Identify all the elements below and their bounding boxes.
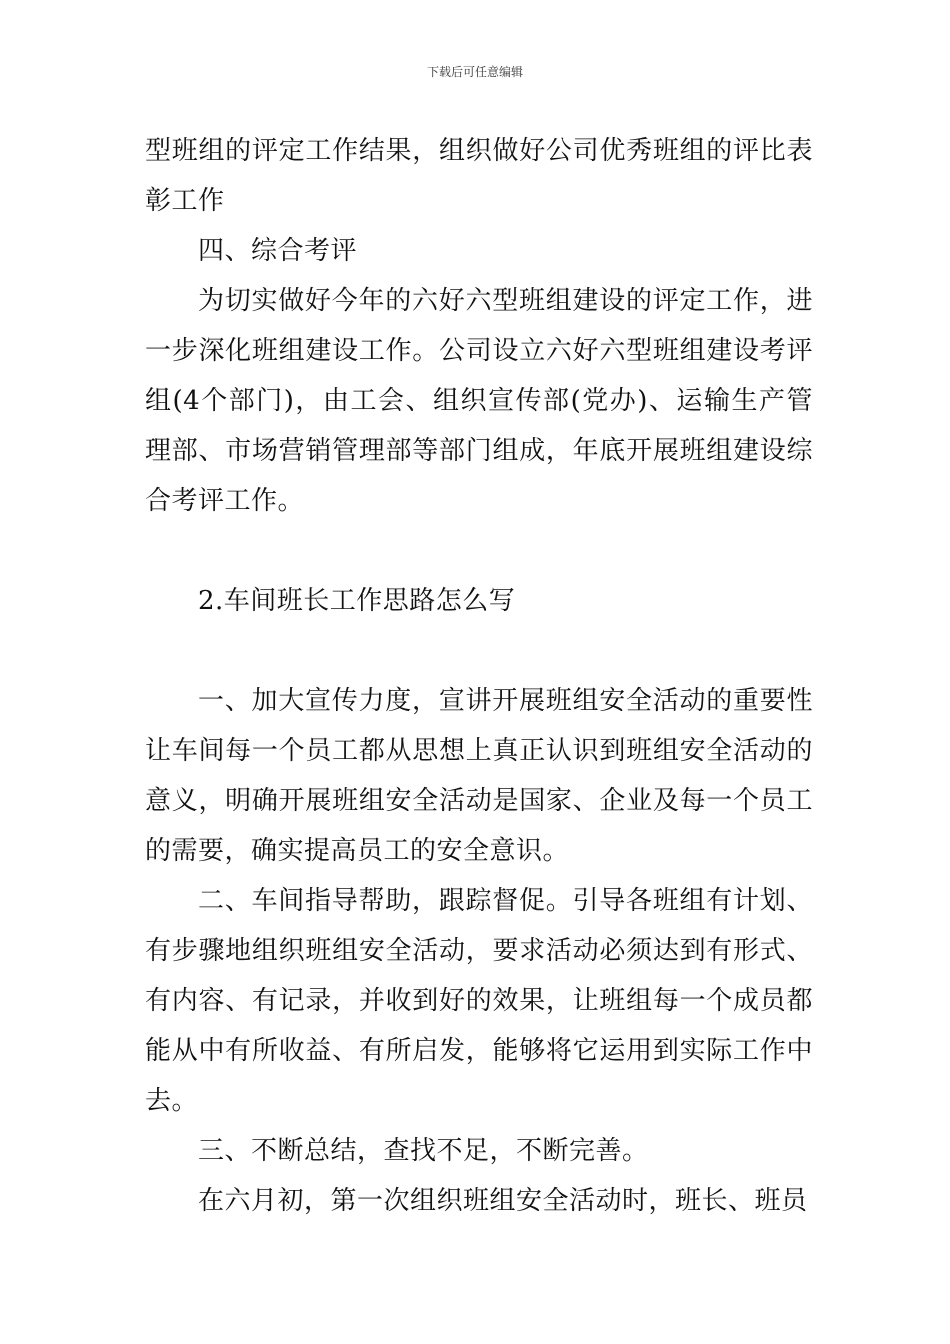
paragraph-continuation: 型班组的评定工作结果，组织做好公司优秀班组的评比表彰工作 — [145, 136, 813, 216]
section-heading-workshop-leader: 2.车间班长工作思路怎么写 — [198, 586, 516, 616]
page-header: 下载后可任意编辑 — [426, 65, 523, 79]
section-heading-comprehensive-evaluation: 四、综合考评 — [198, 236, 358, 266]
paragraph-guidance: 二、车间指导帮助，跟踪督促。引导各班组有计划、有步骤地组织班组安全活动，要求活动必须达到有形式、有内容、有记录，并收到好的效果，让班组每一个成员都能从中有所收益、有所启发，能够将它运用到实际工作中去。 — [145, 886, 813, 1116]
paragraph-evaluation-group: 为切实做好今年的六好六型班组建设的评定工作，进一步深化班组建设工作。公司设立六好六型班组建设考评组(4个部门)，由工会、组织宣传部(党办)、运输生产管理部、市场营销管理部等部门组成，年底开展班组建设综合考评工作。 — [145, 286, 813, 516]
document-body — [145, 126, 813, 1226]
paragraph-june-activity: 在六月初，第一次组织班组安全活动时，班长、班员 — [198, 1186, 808, 1216]
paragraph-summary: 三、不断总结，查找不足，不断完善。 — [198, 1136, 649, 1166]
paragraph-publicity: 一、加大宣传力度，宣讲开展班组安全活动的重要性让车间每一个员工都从思想上真正认识到班组安全活动的意义，明确开展班组安全活动是国家、企业及每一个员工的需要，确实提高员工的安全意识。 — [145, 686, 813, 866]
